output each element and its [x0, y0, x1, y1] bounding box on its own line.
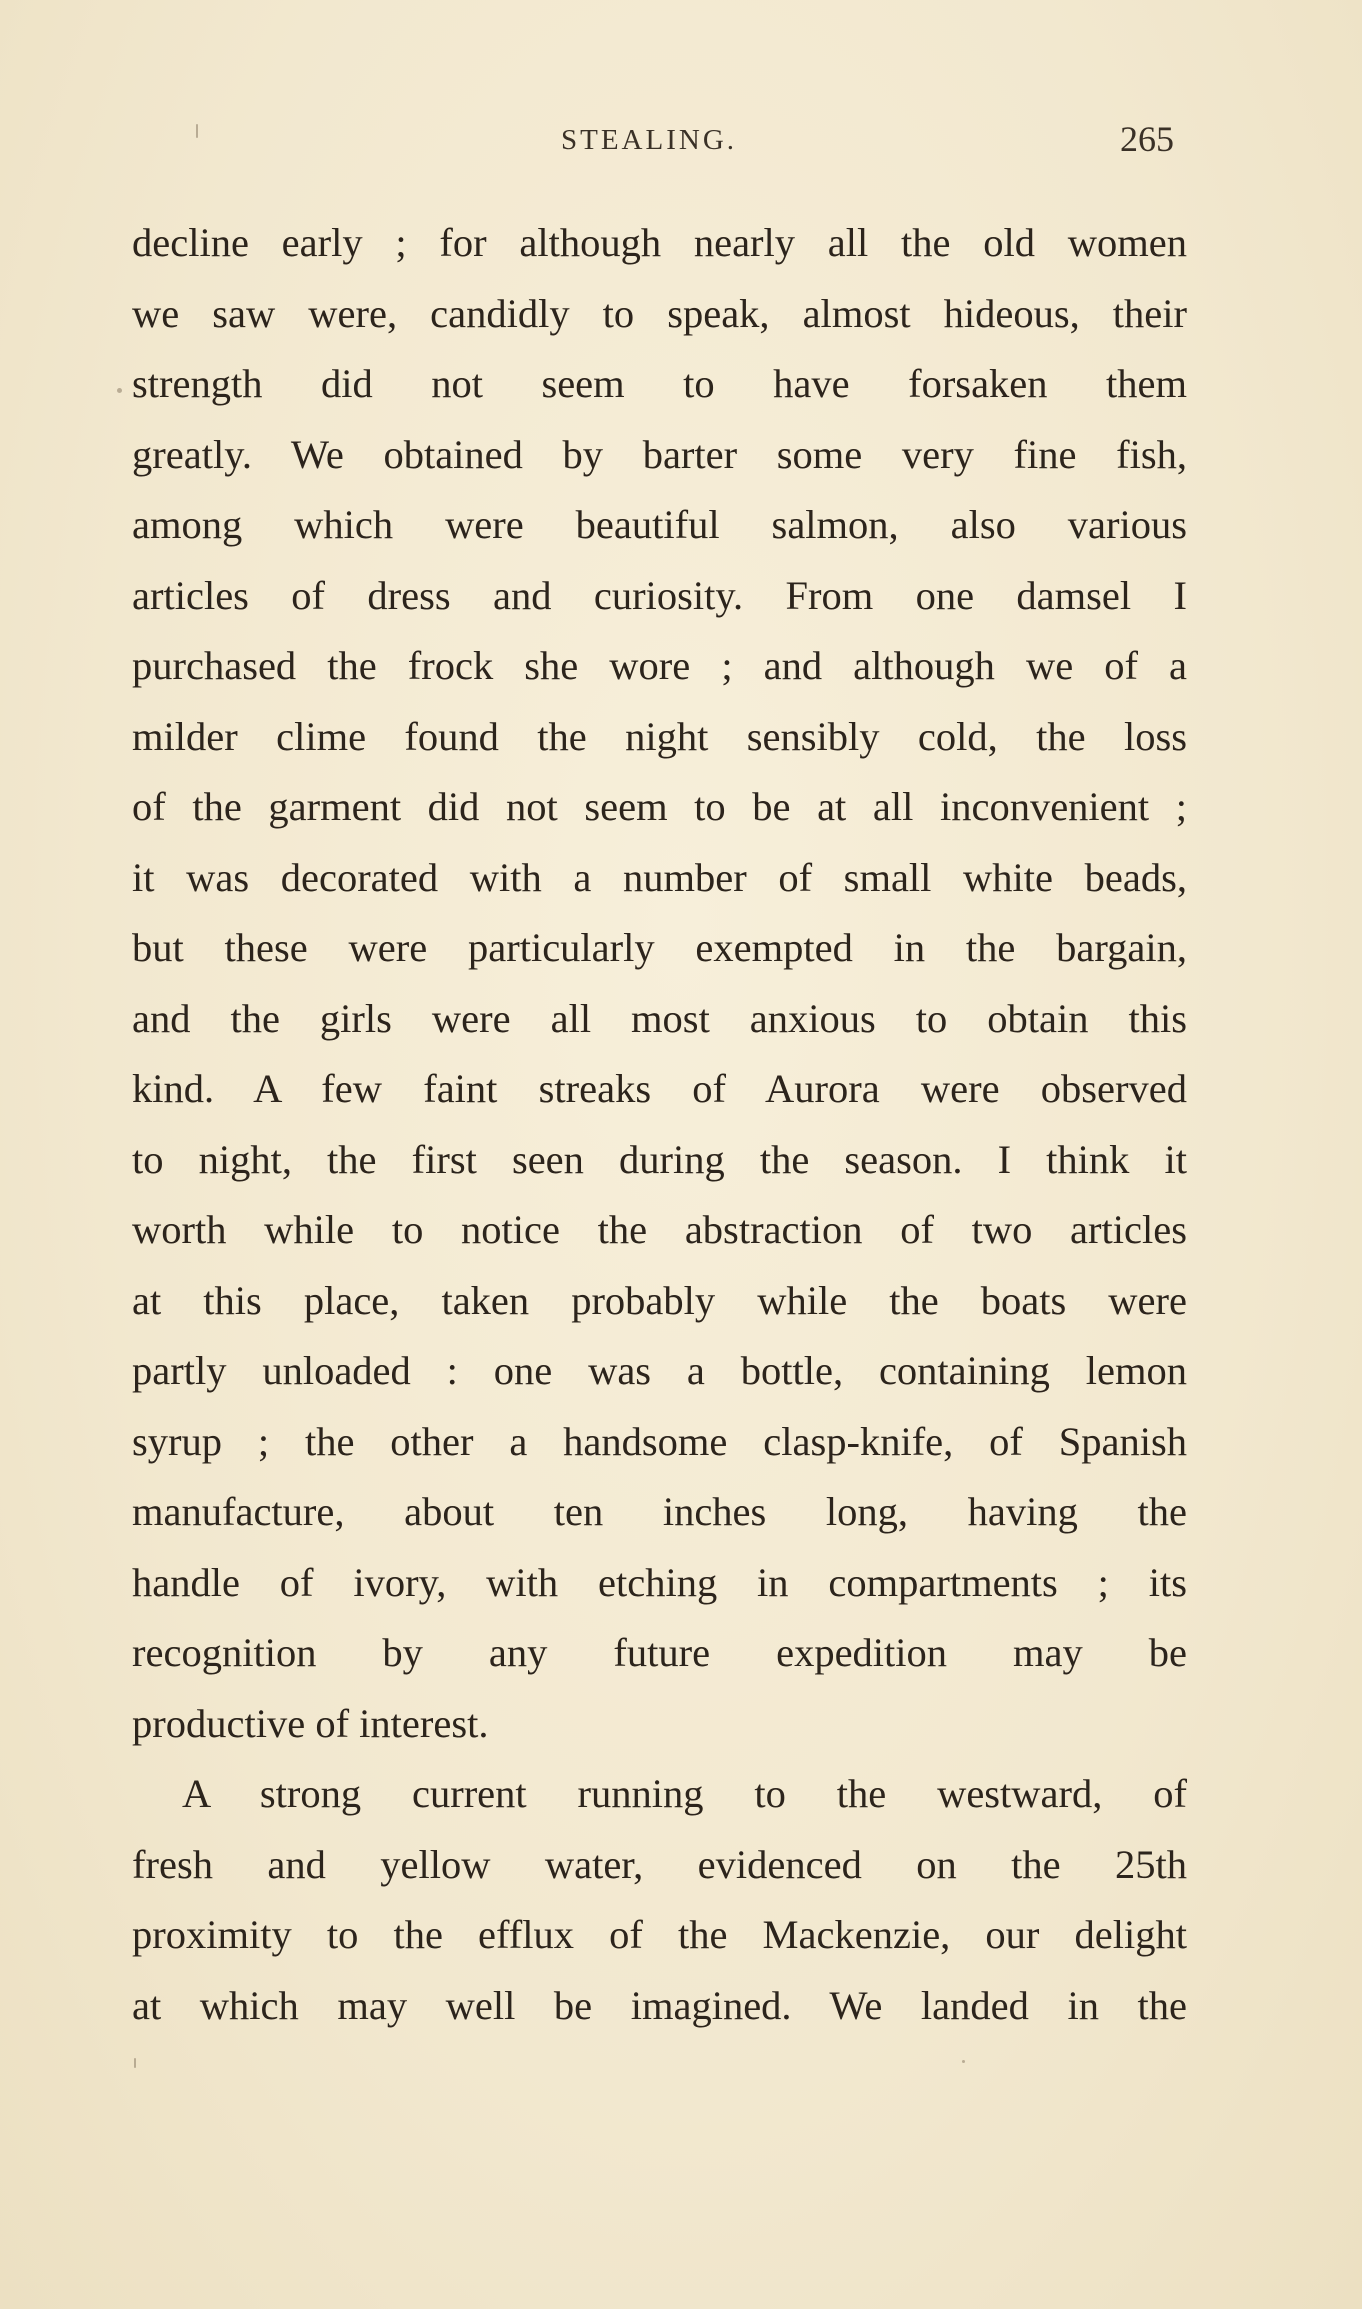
- text-line: purchased the frock she wore ; and although we of a: [132, 643, 1187, 688]
- text-line: milder clime found the night sensibly cold, the loss: [132, 713, 1187, 759]
- text-line: manufacture, about ten inches long, having the: [132, 1489, 1187, 1534]
- text-line: but these were particularly exempted in the bargain,: [132, 925, 1187, 970]
- body-text: [132, 208, 1187, 2041]
- paper-speck: [134, 2058, 136, 2068]
- text-line: proximity to the efflux of the Mackenzie, our delight: [132, 1912, 1187, 1957]
- text-line: greatly. We obtained by barter some very fine fish,: [132, 431, 1187, 477]
- text-line: worth while to notice the abstraction of two articles: [132, 1207, 1187, 1252]
- text-line: at which may well be imagined. We landed in the: [132, 1982, 1187, 2028]
- text-line: fresh and yellow water, evidenced on the 25th: [132, 1841, 1187, 1887]
- text-line: partly unloaded : one was a bottle, containing lemon: [132, 1348, 1187, 1393]
- text-line: it was decorated with a number of small white beads,: [132, 854, 1187, 900]
- page-number: 265: [1120, 119, 1174, 159]
- text-line: productive of interest.: [132, 1700, 489, 1746]
- text-line: of the garment did not seem to be at all inconvenient ;: [132, 784, 1187, 829]
- paper-speck: [196, 124, 198, 138]
- text-line: and the girls were all most anxious to obtain this: [132, 995, 1187, 1041]
- text-line: among which were beautiful salmon, also various: [132, 502, 1187, 547]
- text-line: to night, the first seen during the season. I think it: [132, 1136, 1187, 1182]
- text-line: we saw were, candidly to speak, almost hideous, their: [132, 290, 1187, 336]
- paper-speck: [117, 388, 122, 393]
- text-line: recognition by any future expedition may be: [132, 1630, 1187, 1675]
- text-line: strength did not seem to have forsaken them: [132, 361, 1187, 406]
- paper-speck: [962, 2060, 965, 2063]
- text-line: articles of dress and curiosity. From one damsel I: [132, 572, 1187, 618]
- text-line: at this place, taken probably while the boats were: [132, 1277, 1187, 1323]
- text-line: A strong current running to the westward, of: [182, 1771, 1187, 1816]
- text-line: decline early ; for although nearly all the old women: [132, 220, 1187, 265]
- text-line: handle of ivory, with etching in compartments ; its: [132, 1559, 1187, 1605]
- text-line: syrup ; the other a handsome clasp-knife, of Spanish: [132, 1418, 1187, 1464]
- page-header: [0, 118, 1362, 168]
- running-head: STEALING.: [561, 124, 738, 156]
- text-line: kind. A few faint streaks of Aurora were observed: [132, 1066, 1187, 1111]
